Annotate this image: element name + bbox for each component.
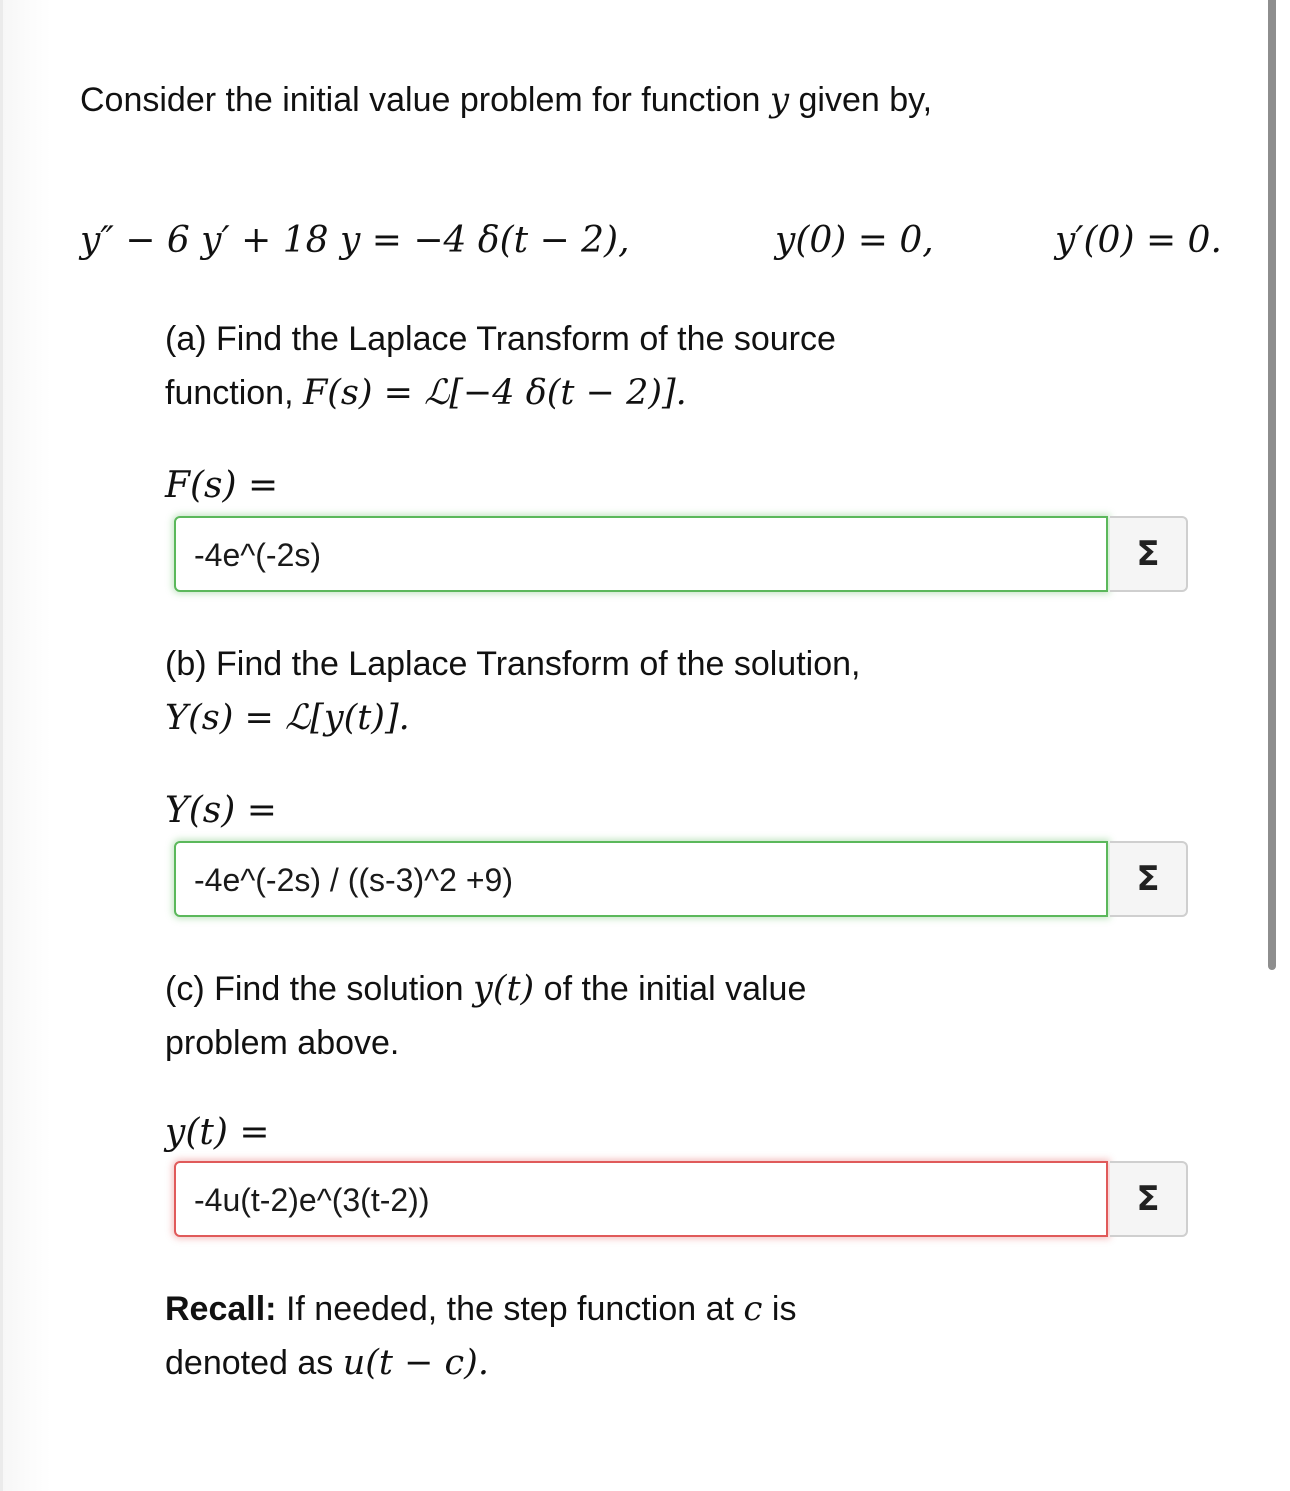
part-a-prompt (165, 312, 1065, 420)
part-c-prompt (165, 962, 925, 1070)
part-c-prompt-math: y(t) (473, 969, 535, 1009)
part-b-prompt-line1: (b) Find the Laplace Transform of the solution, (165, 645, 861, 683)
intro-text-before: Consider the initial value problem for function (80, 81, 761, 119)
part-c-answer-input[interactable]: -4u(t-2)e^(3(t-2)) (174, 1161, 1108, 1237)
intro-text (80, 72, 1020, 128)
intro-text-after: given by, (798, 81, 933, 119)
left-edge-shade (3, 0, 51, 1491)
recall-note (165, 1282, 925, 1390)
part-a-label: F(s) = (165, 465, 279, 506)
ode-equation: y″ − 6 y′ + 18 y = −4 δ(t − 2), (80, 220, 630, 261)
part-b-answer-input[interactable]: -4e^(-2s) / ((s-3)^2 +9) (174, 841, 1108, 917)
part-a-prompt-math: F(s) = ℒ[−4 δ(t − 2)]. (302, 373, 687, 413)
part-c-label: y(t) = (165, 1112, 270, 1153)
recall-var: c (743, 1289, 763, 1329)
part-a-answer-input[interactable]: -4e^(-2s) (174, 516, 1108, 592)
scrollbar[interactable] (1268, 0, 1276, 970)
part-c-prompt-after: of the initial value problem above. (165, 970, 807, 1062)
part-a-prompt-line1: (a) Find the Laplace Transform of the source (165, 320, 836, 358)
recall-bold: Recall: (165, 1290, 277, 1328)
part-b-equation-editor-button[interactable]: Σ (1110, 841, 1188, 917)
initial-condition-y: y(0) = 0, (775, 220, 934, 261)
part-c-prompt-before: (c) Find the solution (165, 970, 464, 1008)
part-b-prompt (165, 637, 1065, 745)
initial-condition-yprime: y′(0) = 0. (1055, 220, 1222, 261)
part-b-label: Y(s) = (165, 790, 277, 831)
part-b-prompt-math: Y(s) = ℒ[y(t)]. (165, 698, 410, 738)
part-a-prompt-line2-text: function, (165, 374, 294, 412)
intro-var: y (769, 80, 790, 120)
recall-math: u(t − c). (342, 1343, 489, 1383)
recall-text1: If needed, the step function at (285, 1290, 734, 1328)
part-a-equation-editor-button[interactable]: Σ (1110, 516, 1188, 592)
recall-text2: is denoted as (165, 1290, 797, 1382)
part-c-equation-editor-button[interactable]: Σ (1110, 1161, 1188, 1237)
